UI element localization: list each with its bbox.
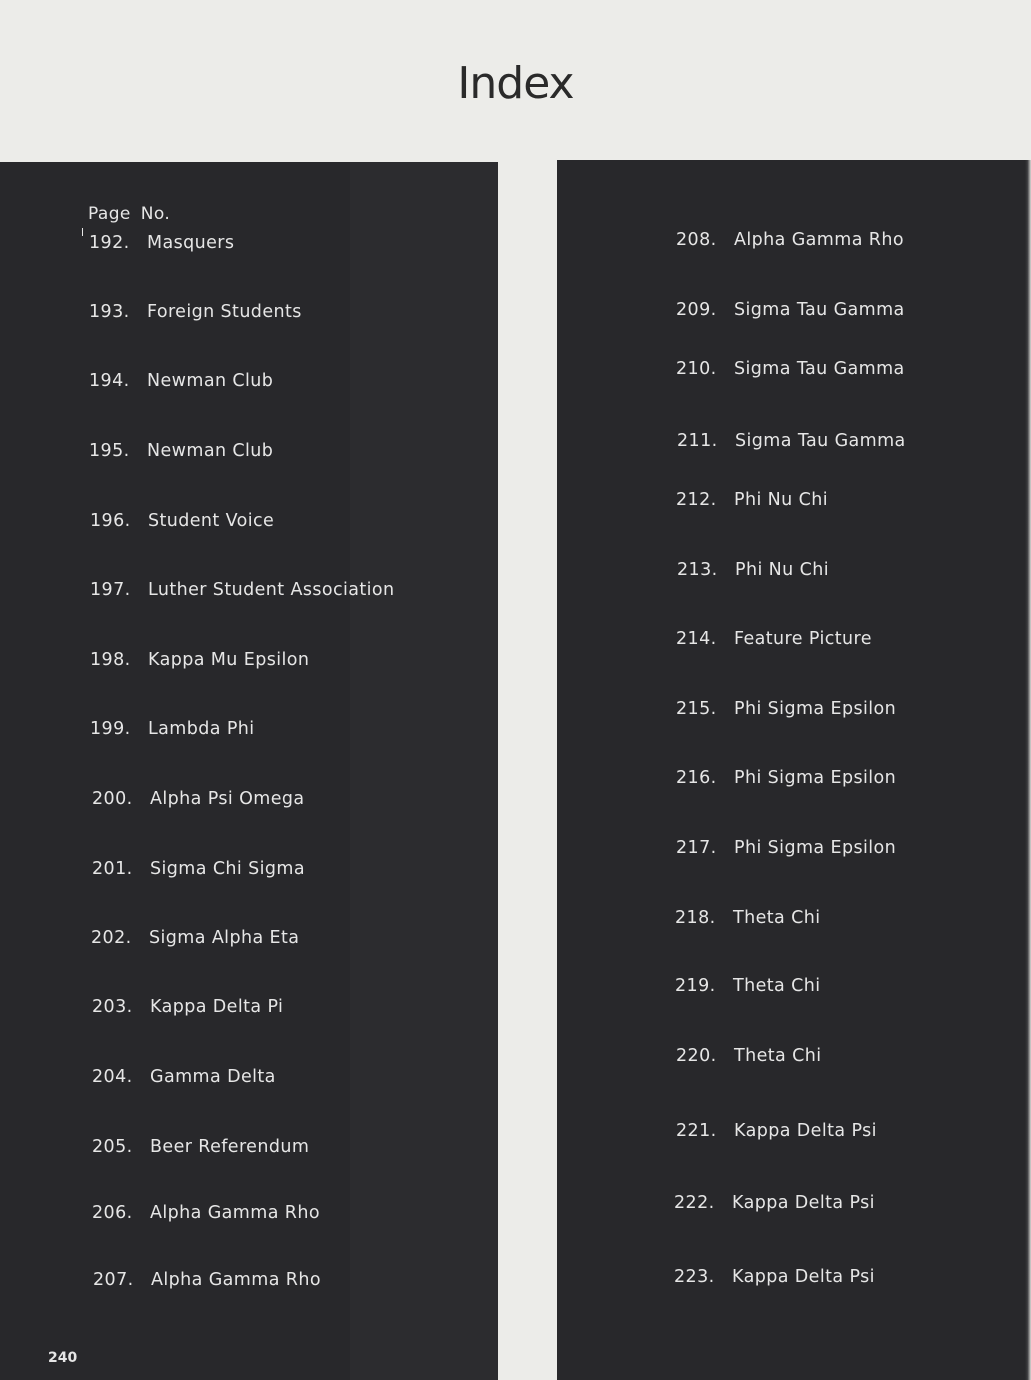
no-label: No. (140, 204, 171, 224)
entry-page: 213. (677, 560, 718, 580)
entry-page: 222. (674, 1193, 715, 1213)
page-title: Index (457, 58, 574, 109)
entry-page: 192. (89, 233, 130, 253)
entry-name: Sigma Alpha Eta (149, 928, 300, 948)
entry-page: 195. (89, 441, 130, 461)
entry-page: 200. (92, 789, 133, 809)
index-entry (676, 1046, 821, 1066)
left-index-panel (0, 162, 498, 1380)
entry-page: 212. (676, 490, 717, 510)
index-entry (89, 371, 273, 391)
entry-name: Alpha Gamma Rho (150, 1203, 320, 1223)
entry-name: Kappa Delta Psi (732, 1267, 875, 1287)
entry-name: Sigma Tau Gamma (735, 431, 906, 451)
entry-name: Gamma Delta (150, 1067, 276, 1087)
entry-page: 221. (676, 1121, 717, 1141)
index-entry (677, 560, 829, 580)
entry-name: Phi Sigma Epsilon (734, 699, 897, 719)
torn-page-edge (1025, 160, 1031, 1380)
entry-page: 193. (89, 302, 130, 322)
index-entry (676, 359, 905, 379)
column-header (88, 204, 170, 224)
entry-page: 199. (90, 719, 131, 739)
entry-page: 197. (90, 580, 131, 600)
entry-name: Phi Nu Chi (734, 490, 828, 510)
index-entry (92, 1067, 276, 1087)
page-number: 240 (48, 1350, 78, 1366)
index-entry (676, 768, 896, 788)
index-entry (90, 580, 395, 600)
entry-page: 203. (92, 997, 133, 1017)
index-entry (92, 997, 283, 1017)
entry-name: Feature Picture (734, 629, 872, 649)
entry-page: 205. (92, 1137, 133, 1157)
index-entry (676, 490, 828, 510)
entry-page: 216. (676, 768, 717, 788)
index-entry (89, 441, 273, 461)
entry-page: 214. (676, 629, 717, 649)
entry-name: Phi Sigma Epsilon (734, 768, 897, 788)
entry-page: 207. (93, 1270, 134, 1290)
entry-name: Newman Club (147, 441, 274, 461)
entry-name: Sigma Tau Gamma (734, 359, 905, 379)
entry-page: 218. (675, 908, 716, 928)
entry-name: Alpha Gamma Rho (734, 230, 904, 250)
entry-page: 208. (676, 230, 717, 250)
entry-page: 211. (677, 431, 718, 451)
entry-name: Kappa Mu Epsilon (148, 650, 310, 670)
entry-name: Luther Student Association (148, 580, 395, 600)
index-entry (92, 1137, 309, 1157)
entry-page: 219. (675, 976, 716, 996)
entry-name: Student Voice (148, 511, 275, 531)
index-entry (90, 511, 274, 531)
entry-page: 198. (90, 650, 131, 670)
index-entry (675, 976, 820, 996)
entry-page: 204. (92, 1067, 133, 1087)
index-entry (676, 1121, 877, 1141)
index-entry (676, 699, 896, 719)
entry-name: Kappa Delta Psi (732, 1193, 875, 1213)
index-entry (676, 230, 904, 250)
index-entry (90, 650, 309, 670)
entry-name: Kappa Delta Pi (150, 997, 284, 1017)
entry-name: Kappa Delta Psi (734, 1121, 877, 1141)
entry-name: Foreign Students (147, 302, 302, 322)
index-entry (91, 928, 299, 948)
panel-shade (350, 162, 498, 1380)
entry-name: Lambda Phi (148, 719, 255, 739)
index-entry (90, 719, 255, 739)
entry-name: Phi Sigma Epsilon (734, 838, 897, 858)
entry-name: Theta Chi (733, 976, 821, 996)
entry-name: Phi Nu Chi (735, 560, 829, 580)
entry-page: 209. (676, 300, 717, 320)
entry-page: 210. (676, 359, 717, 379)
index-entry (93, 1270, 321, 1290)
entry-page: 194. (89, 371, 130, 391)
entry-name: Theta Chi (734, 1046, 822, 1066)
index-entry (92, 859, 305, 879)
page-label: Page (88, 204, 131, 224)
index-entry (674, 1267, 875, 1287)
entry-name: Alpha Gamma Rho (151, 1270, 321, 1290)
index-entry (92, 1203, 320, 1223)
index-entry (674, 1193, 875, 1213)
index-entry (89, 233, 234, 253)
entry-name: Beer Referendum (150, 1137, 310, 1157)
index-entry (676, 629, 872, 649)
entry-name: Masquers (147, 233, 235, 253)
entry-name: Alpha Psi Omega (150, 789, 305, 809)
entry-page: 220. (676, 1046, 717, 1066)
index-entry (676, 300, 905, 320)
entry-name: Newman Club (147, 371, 274, 391)
index-entry (92, 789, 305, 809)
index-entry (677, 431, 906, 451)
entry-page: 217. (676, 838, 717, 858)
entry-page: 202. (91, 928, 132, 948)
entry-page: 215. (676, 699, 717, 719)
entry-name: Theta Chi (733, 908, 821, 928)
index-entry (676, 838, 896, 858)
entry-page: 206. (92, 1203, 133, 1223)
index-entry (675, 908, 820, 928)
index-entry (89, 302, 302, 322)
entry-name: Sigma Tau Gamma (734, 300, 905, 320)
entry-page: 196. (90, 511, 131, 531)
entry-page: 201. (92, 859, 133, 879)
tick-mark (82, 228, 83, 236)
entry-name: Sigma Chi Sigma (150, 859, 305, 879)
entry-page: 223. (674, 1267, 715, 1287)
